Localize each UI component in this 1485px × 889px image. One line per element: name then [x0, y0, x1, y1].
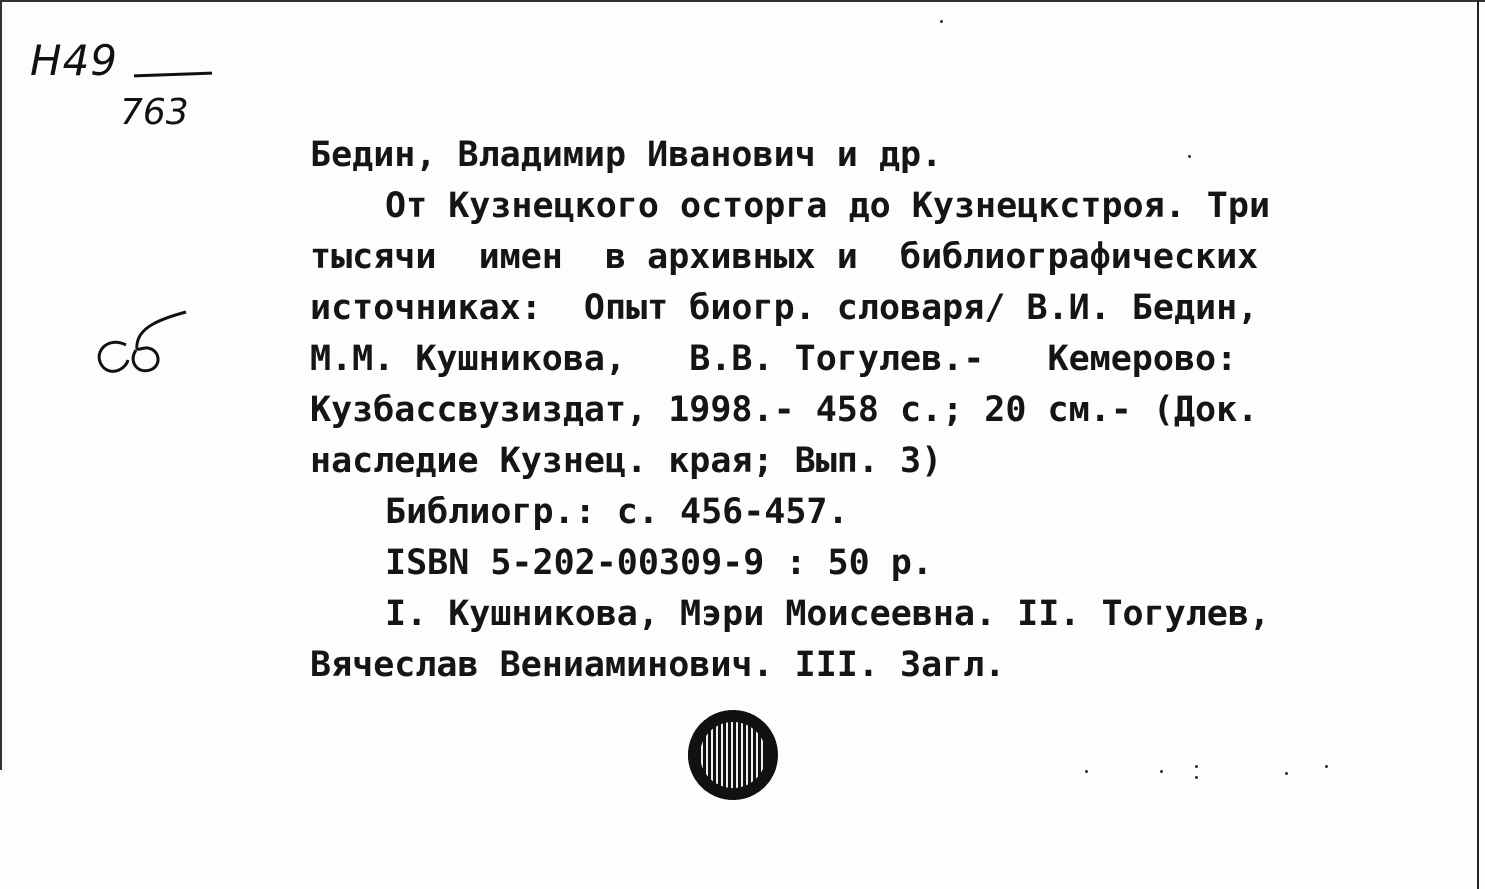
speck [1325, 765, 1328, 768]
entry-line: наследие Кузнец. края; Вып. 3) [310, 441, 943, 481]
card-right-edge [1477, 0, 1479, 889]
entry-line-tracings: I. Кушникова, Мэри Моисеевна. II. Тогулев, [385, 594, 1271, 634]
entry-line-isbn: ISBN 5-202-00309-9 : 50 р. [385, 543, 933, 583]
card-left-edge [0, 0, 2, 770]
entry-line: тысячи имен в архивных и библиографических [310, 237, 1259, 277]
entry-line-title: От Кузнецкого осторга до Кузнецкстроя. Три [385, 186, 1271, 226]
speck [1160, 770, 1163, 773]
entry-line: М.М. Кушникова, В.В. Тогулев.- Кемерово: [310, 339, 1238, 379]
speck [1188, 155, 1191, 158]
entry-line: Кузбассвузиздат, 1998.- 458 с.; 20 см.- (Док. [310, 390, 1259, 430]
speck [1285, 772, 1288, 775]
handwritten-sb-mark [86, 300, 196, 380]
entry-line-bibliography: Библиогр.: с. 456-457. [385, 492, 849, 532]
speck [1085, 770, 1088, 773]
card-top-edge [0, 0, 1485, 2]
entry-line-tracings-cont: Вячеслав Вениаминович. III. Загл. [310, 645, 1006, 685]
entry-line: источниках: Опыт биогр. словаря/ В.И. Бедин, [310, 288, 1259, 328]
speck [1195, 776, 1198, 779]
punch-hole [688, 710, 778, 800]
speck [1195, 765, 1198, 768]
shelfmark-top: Н49 [30, 36, 119, 85]
entry-line-author: Бедин, Владимир Иванович и др. [310, 135, 943, 175]
speck [940, 20, 943, 23]
bibliographic-entry [310, 130, 1440, 691]
shelfmark-bottom: 763 [120, 92, 189, 133]
shelfmark-divider [134, 72, 212, 78]
